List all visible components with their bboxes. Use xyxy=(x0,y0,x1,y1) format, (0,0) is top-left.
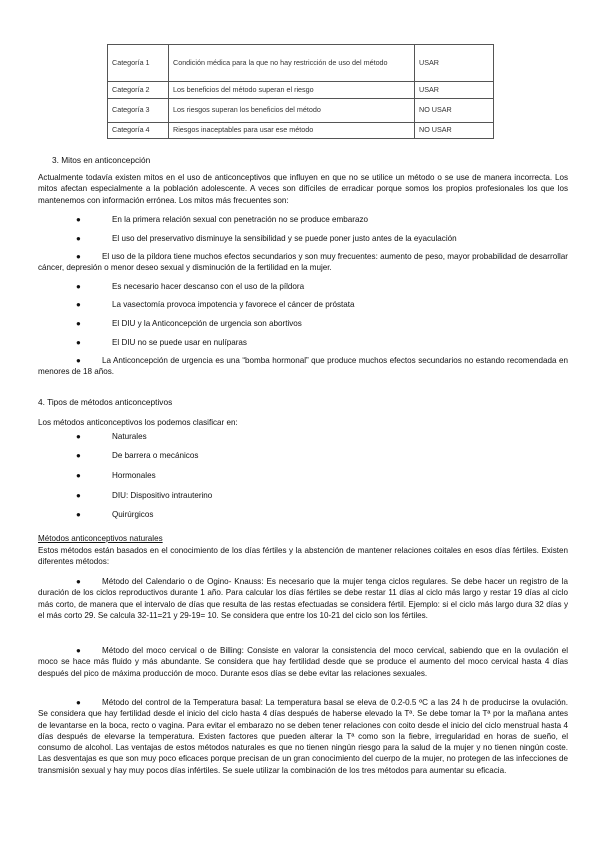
natural-methods-heading: Métodos anticonceptivos naturales xyxy=(38,534,163,543)
myth-item: El DIU y la Anticoncepción de urgencia son abortivos xyxy=(112,319,302,328)
section-4-heading: 4. Tipos de métodos anticonceptivos xyxy=(38,397,173,407)
bullet-icon: ● xyxy=(76,282,81,291)
bullet-icon: ● xyxy=(76,491,81,500)
description-cell: Los riesgos superan los beneficios del método xyxy=(169,99,415,123)
table-row xyxy=(108,123,494,139)
method-item xyxy=(38,697,568,776)
myth-item xyxy=(38,251,568,274)
use-cell: USAR xyxy=(415,45,494,82)
use-cell: USAR xyxy=(415,82,494,99)
bullet-icon: ● xyxy=(76,432,81,441)
bullet-icon: ● xyxy=(76,300,81,309)
myth-text: El uso de la píldora tiene muchos efectos secundarios y son muy frecuentes: aumento de peso, mayor probabilidad de desarrollar cáncer, depresión o menor deseo sexual y disminución de la fertilidad en la mujer. xyxy=(38,252,568,273)
category-cell: Categoría 4 xyxy=(108,123,169,139)
myth-item: Es necesario hacer descanso con el uso de la píldora xyxy=(112,282,305,291)
description-cell: Riesgos inaceptables para usar ese método xyxy=(169,123,415,139)
myth-text: La Anticoncepción de urgencia es una “bomba hormonal” que produce muchos efectos secundarios no estando recomendada en menores de 18 años. xyxy=(38,356,568,377)
type-item: Naturales xyxy=(112,432,147,441)
category-cell: Categoría 3 xyxy=(108,99,169,123)
type-item: Hormonales xyxy=(112,471,156,480)
type-item: Quirúrgicos xyxy=(112,510,154,519)
use-cell: NO USAR xyxy=(415,99,494,123)
bullet-icon: ● xyxy=(76,356,81,365)
category-cell: Categoría 2 xyxy=(108,82,169,99)
method-text: Método del Calendario o de Ogino- Knauss: Es necesario que la mujer tenga ciclos regulares. Se debe hacer un registro de la duración de los ciclos reproductivos durante 1 año. Para calcular los días fértiles se debe restar 11 días al ciclo más largo y restar 19 días al ciclo más corto, de manera que el intervalo de días que resulta de las restas efectuadas se considera fértil. Ejemplo: si el ciclo más largo dura 32 días y el más corto 29. Se calcula 32-11=21 y 29-19= 10. Se considera que entre los 10-21 del ciclo son los fértiles. xyxy=(38,577,568,620)
bullet-icon: ● xyxy=(76,510,81,519)
section-4-intro: Los métodos anticonceptivos los podemos clasificar en: xyxy=(38,418,238,427)
myth-item xyxy=(38,355,568,378)
bullet-icon: ● xyxy=(76,646,81,655)
type-item: De barrera o mecánicos xyxy=(112,451,199,460)
natural-methods-intro: Estos métodos están basados en el conocimiento de los días fértiles y la abstención de mantener relaciones coitales en esos días fértiles. Existen diferentes métodos: xyxy=(38,546,568,567)
description-cell: Los beneficios del método superan el riesgo xyxy=(169,82,415,99)
bullet-icon: ● xyxy=(76,698,81,707)
bullet-icon: ● xyxy=(76,319,81,328)
method-text: Método del control de la Temperatura basal: La temperatura basal se eleva de 0.2-0.5 ºC a las 24 h de producirse la ovulación. Se considera que hay fertilidad desde el inicio del ciclo hasta 4 días después de haberse elevado la Tª. Se debe tomar la Tª por la mañana antes de levantarse en la boca, recto o vagina. Para evitar el embarazo no se deben tener relaciones con coito desde el inicio del ciclo menstrual hasta 4 días después de elevarse la temperatura. Existen factores que pueden alterar la Tª como son la fiebre, irregularidad en horas de sueño, el consumo de alcohol. Las ventajas de estos métodos naturales es que no tienen ningún riesgo para la salud de la mujer y no tienen ningún coste. Las desventajas es que son muy poco eficaces porque precisan de un gran conocimiento del cuerpo de la mujer, no protegen de las infecciones de transmisión sexual y hay muy pocos días infértiles. Se suele utilizar la combinación de los tres métodos para aumentar su eficacia. xyxy=(38,698,568,775)
method-item xyxy=(38,576,568,621)
myth-item: La vasectomía provoca impotencia y favorece el cáncer de próstata xyxy=(112,300,355,309)
table-row xyxy=(108,82,494,99)
myth-item: En la primera relación sexual con penetración no se produce embarazo xyxy=(112,215,369,224)
category-cell: Categoría 1 xyxy=(108,45,169,82)
bullet-icon: ● xyxy=(76,252,81,261)
section-3-intro: Actualmente todavía existen mitos en el uso de anticonceptivos que influyen en que no se utilice un método o se use de manera incorrecta. Los mitos afectan especialmente a la población adolescente. A veces son difíciles de erradicar porque somos los propios profesionales los que los mantenemos con información errónea. Los mitos más frecuentes son: xyxy=(38,173,568,205)
myth-item: El DIU no se puede usar en nulíparas xyxy=(112,338,247,347)
method-item xyxy=(38,645,568,679)
bullet-icon: ● xyxy=(76,234,81,243)
method-text: Método del moco cervical o de Billing: Consiste en valorar la consistencia del moco cervical, sabiendo que en la ovulación el moco se hace más fluido y más abundante. Se considera que hay fertilidad desde que se produce el aumento del moco cervical hasta 4 días después del pico de máxima producción de moco. Durante esos días se debe evitar las relaciones sexuales. xyxy=(38,646,568,678)
category-table xyxy=(107,44,494,139)
bullet-icon: ● xyxy=(76,338,81,347)
table-row xyxy=(108,45,494,82)
description-cell: Condición médica para la que no hay restricción de uso del método xyxy=(169,45,415,82)
table-row xyxy=(108,99,494,123)
use-cell: NO USAR xyxy=(415,123,494,139)
bullet-icon: ● xyxy=(76,451,81,460)
bullet-icon: ● xyxy=(76,577,81,586)
bullet-icon: ● xyxy=(76,215,81,224)
section-3-heading: 3. Mitos en anticoncepción xyxy=(52,155,151,165)
myth-item: El uso del preservativo disminuye la sensibilidad y se puede poner justo antes de la eyaculación xyxy=(112,234,457,243)
bullet-icon: ● xyxy=(76,471,81,480)
type-item: DIU: Dispositivo intrauterino xyxy=(112,491,213,500)
